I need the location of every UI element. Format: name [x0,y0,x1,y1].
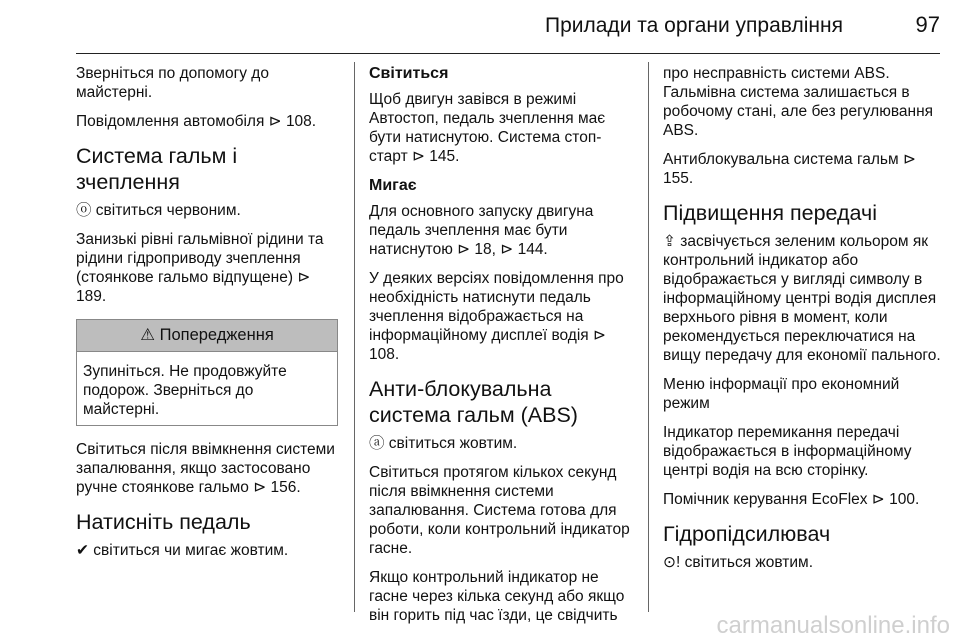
paragraph: Повідомлення автомобіля ⊳ 108. [76,113,317,130]
page-number: 97 [915,12,940,37]
paragraph: про несправність системи ABS. Гальмівна система залишається в робочому стані, але без регулювання ABS. [663,65,934,139]
paragraph: ⇪ засвічується зеленим кольором як контрольний індикатор або відображається у вигляді символу в інформаційному центрі водія дисплея верхнього рівня в момент, коли рекомендується переключатися на вищу передачу для економії пального. [663,233,941,364]
header-divider [76,53,940,54]
paragraph: ⓐ світиться жовтим. [369,435,518,452]
paragraph: Якщо контрольний індикатор не гасне через кілька секунд або якщо він горить під час їзди, це свідчить [369,569,625,624]
warning-body: Зупиніться. Не продовжуйте подорож. Зверніться до майстерні. [77,351,337,425]
page-header-title: Прилади та органи управління [545,14,843,37]
paragraph: Індикатор перемикання передачі відображається в інформаційному центрі водія на всю сторінку. [663,424,912,479]
paragraph: Щоб двигун завівся в режимі Автостоп, педаль зчеплення має бути натиснутою. Система стоп-старт ⊳ 145. [369,91,606,165]
warning-title: ⚠ Попередження [77,320,337,351]
paragraph: ⊙! світиться жовтим. [663,554,814,571]
column-divider-1 [354,62,355,612]
column-divider-2 [648,62,649,612]
paragraph: Антиблокувальна система гальм ⊳ 155. [663,151,916,187]
paragraph: Помічник керування EcoFlex ⊳ 100. [663,491,920,508]
section-heading: Система гальм і зчеплення [76,144,238,194]
column-2 [369,64,636,635]
paragraph: У деяких версіях повідомлення про необхідність натиснути педаль зчеплення відображається на інформаційному дисплеї водія ⊳ 108. [369,270,624,363]
subheading: Світиться [369,65,449,82]
watermark: carmanualsonline.info [716,612,950,639]
section-heading: Натисніть педаль [76,510,251,534]
warning-box [76,319,338,426]
paragraph: ⓞ світиться червоним. [76,202,241,219]
paragraph: Світиться протягом кількох секунд після ввімкнення системи запалювання. Система готова для роботи, коли контрольний індикатор гасне. [369,464,630,557]
subheading: Мигає [369,177,417,194]
paragraph: Занизькі рівні гальмівної рідини та рідини гідроприводу зчеплення (стоянкове гальмо відпущене) ⊳ 189. [76,231,324,305]
paragraph: Меню інформації про економний режим [663,376,900,412]
column-1 [76,64,338,570]
section-heading: Підвищення передачі [663,201,878,225]
paragraph: Світиться після ввімкнення системи запалювання, якщо застосовано ручне стоянкове гальмо ⊳ 156. [76,441,335,496]
paragraph: Для основного запуску двигуна педаль зчеплення має бути натиснутою ⊳ 18, ⊳ 144. [369,203,594,258]
paragraph: ✔ світиться чи мигає жовтим. [76,542,289,559]
section-heading: Гідропідсилювач [663,522,831,546]
paragraph: Зверніться по допомогу до майстерні. [76,65,269,101]
section-heading: Анти-блокувальна система гальм (ABS) [369,377,578,427]
column-3 [663,64,943,582]
